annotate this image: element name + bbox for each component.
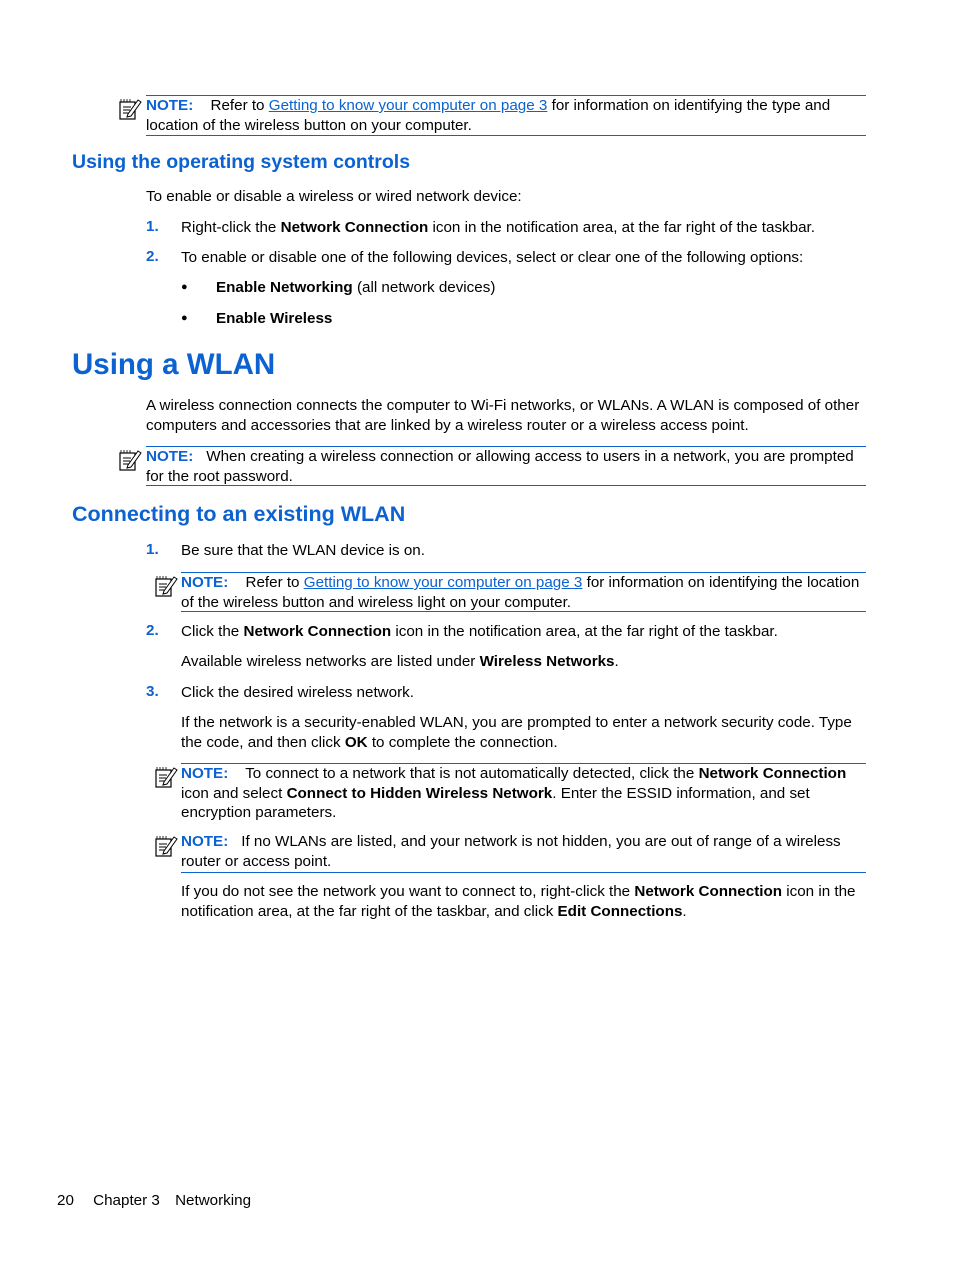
note-text: If no WLANs are listed, and your network is not hidden, you are out of range of a wireless router or access point. (181, 833, 841, 870)
note-text: for information on identifying the type and location of the wireless button on your computer. (146, 97, 831, 134)
step-text-part: to complete the connection. (371, 733, 558, 751)
note-text: Refer to (210, 97, 265, 114)
paragraph-part: icon in the notification area, at the far right of the taskbar, and click (181, 883, 856, 920)
page-footer (57, 1192, 251, 1209)
note-label: NOTE: (146, 448, 194, 465)
page-number: 20 (57, 1192, 74, 1209)
note-label: NOTE: (181, 765, 229, 782)
note-text: . Enter the ESSID information, and set encryption parameters. (181, 784, 810, 821)
step-text-part: icon in the notification area, at the far right of the taskbar. (432, 219, 815, 236)
step-text-part: Available wireless networks are listed under (181, 653, 476, 670)
bullet-icon: ● (181, 281, 188, 293)
ui-term: Connect to Hidden Wireless Network (286, 784, 553, 802)
bullet-item (216, 309, 332, 329)
footer-title: Networking (175, 1192, 252, 1209)
chapter-section-title: Using a WLAN (72, 348, 276, 381)
step-text (181, 218, 871, 238)
note-label: NOTE: (181, 574, 229, 591)
step-number: 2. (146, 248, 159, 265)
note-label: NOTE: (146, 97, 194, 114)
note-box (146, 446, 866, 486)
body-paragraph: A wireless connection connects the computer to Wi-Fi networks, or WLANs. A WLAN is composed of other computers and accessories that are linked by a wireless router or a wireless access point. (146, 397, 860, 434)
note-icon (118, 448, 142, 472)
body-paragraph (181, 882, 869, 921)
bullet-text: (all network devices) (356, 279, 496, 296)
note-box (181, 832, 866, 873)
note-text: When creating a wireless connection or allowing access to users in a network, you are prompted for the root password. (146, 448, 854, 485)
ui-term: Enable Wireless (216, 310, 333, 327)
step-number: 1. (146, 218, 159, 235)
step-detail (181, 652, 619, 672)
ui-term: Enable Networking (216, 279, 353, 296)
step-text-part: icon in the notification area, at the far right of the taskbar. (395, 623, 778, 640)
bullet-icon: ● (181, 312, 188, 324)
ui-term: Network Connection (243, 623, 392, 640)
note-box (146, 95, 866, 136)
ui-term: Network Connection (634, 883, 783, 900)
note-box (181, 763, 866, 823)
step-text: Click the desired wireless network. (181, 684, 414, 701)
step-number: 3. (146, 683, 159, 700)
ui-term: Network Connection (698, 765, 847, 782)
step-text-part: . (614, 653, 619, 670)
paragraph-part: If you do not see the network you want to connect to, right-click the (181, 883, 631, 900)
note-box (181, 572, 866, 612)
step-text-part: Right-click the (181, 219, 277, 236)
step-text-part: If the network is a security-enabled WLAN, you are prompted to enter a network security code. Type the code, and then click (181, 714, 852, 751)
section-heading: Connecting to an existing WLAN (72, 502, 406, 526)
note-label: NOTE: (181, 833, 229, 850)
note-text: icon and select (181, 784, 283, 802)
ui-term: OK (344, 733, 368, 751)
intro-paragraph: To enable or disable a wireless or wired network device: (146, 188, 522, 205)
ui-term: Network Connection (280, 219, 429, 236)
cross-reference-link[interactable]: Getting to know your computer on page 3 (303, 574, 583, 591)
ui-term: Edit Connections (557, 902, 683, 920)
step-text: To enable or disable one of the following devices, select or clear one of the following options: (181, 249, 804, 266)
ui-term: Wireless Networks (479, 653, 615, 670)
step-text-part: Click the (181, 623, 240, 640)
footer-chapter: Chapter 3 (93, 1192, 160, 1209)
step-number: 1. (146, 541, 159, 558)
section-heading: Using the operating system controls (72, 151, 411, 173)
step-detail (181, 713, 869, 752)
note-text: for information on identifying the location of the wireless button and wireless light on your computer. (181, 574, 860, 611)
note-text: Refer to (245, 574, 300, 591)
note-icon (154, 765, 178, 789)
step-text: Be sure that the WLAN device is on. (181, 542, 425, 559)
note-icon (118, 97, 142, 121)
note-text: To connect to a network that is not automatically detected, click the (245, 765, 695, 782)
cross-reference-link[interactable]: Getting to know your computer on page 3 (268, 97, 548, 114)
note-icon (154, 834, 178, 858)
paragraph-part: . (682, 902, 687, 920)
bullet-item (216, 278, 495, 298)
step-number: 2. (146, 622, 159, 639)
step-text (181, 622, 871, 642)
note-icon (154, 574, 178, 598)
